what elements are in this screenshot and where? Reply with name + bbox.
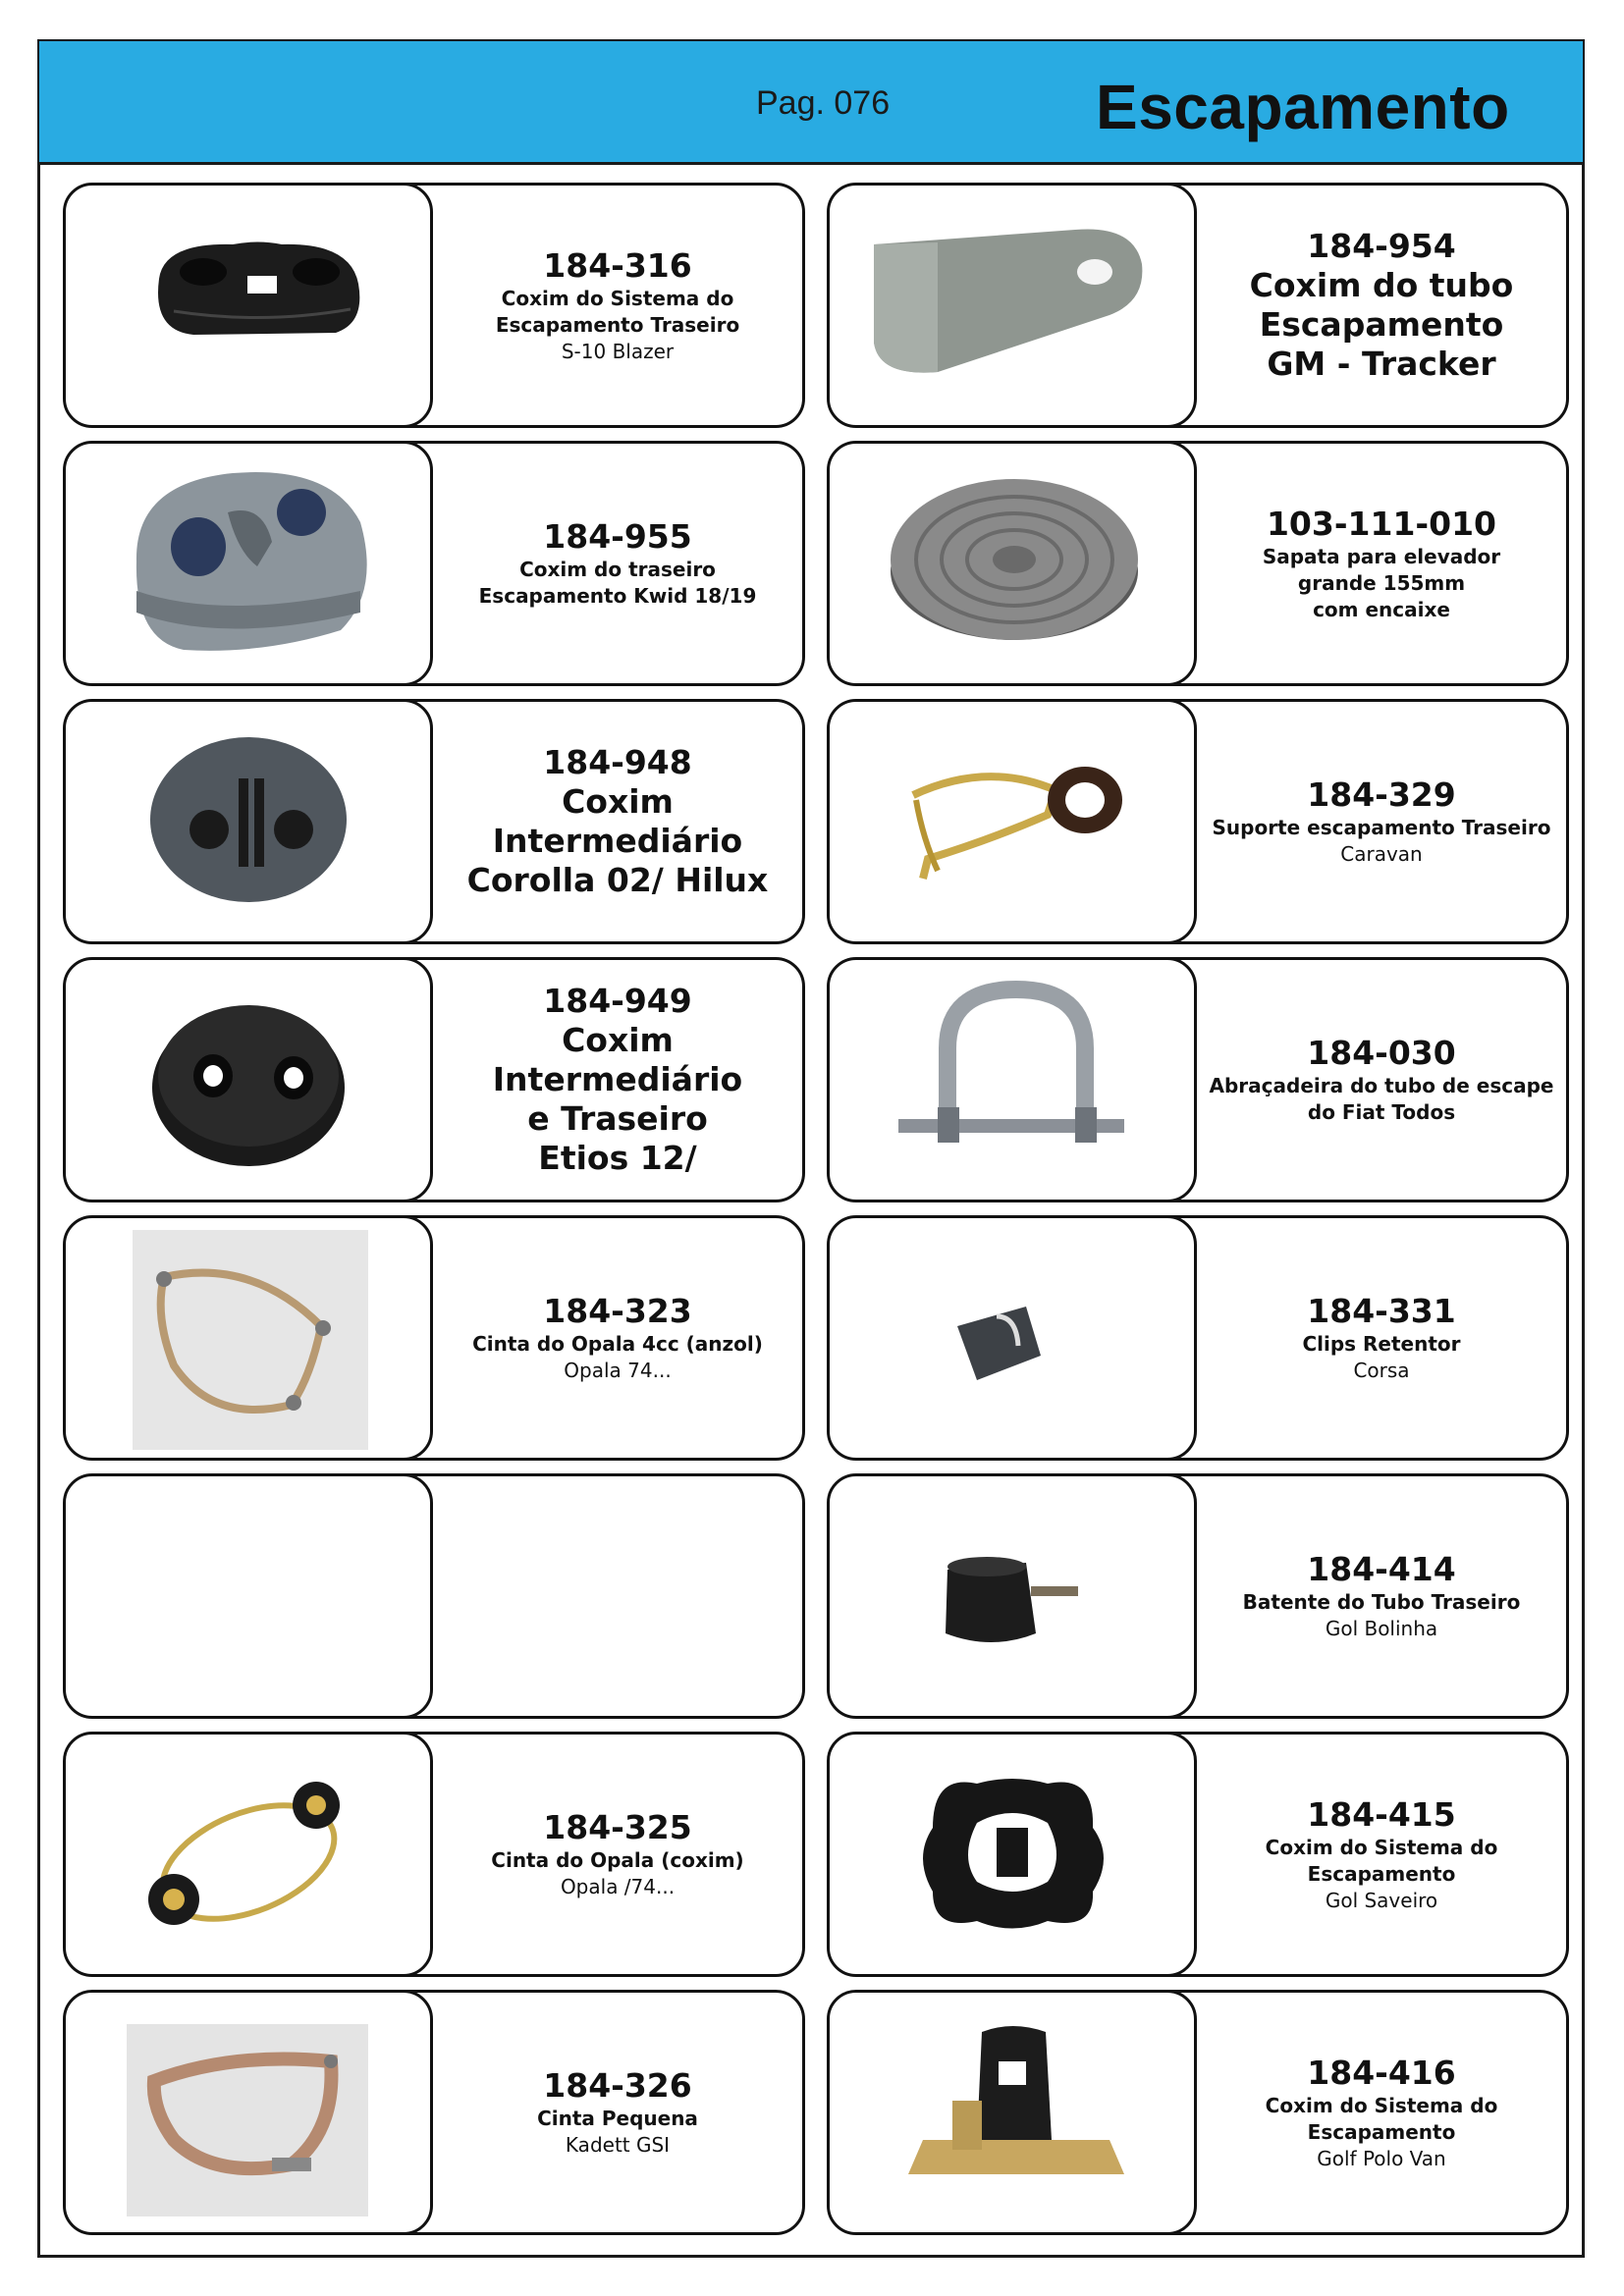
product-image-box (827, 1215, 1197, 1461)
metal-hanger-icon (66, 444, 430, 683)
product-card-184-316 (63, 183, 805, 428)
product-description: Suporte escapamento Traseiro (1212, 816, 1551, 839)
product-description: Escapamento Kwid 18/19 (478, 584, 757, 608)
bumper-stop-icon (830, 1476, 1194, 1716)
product-vehicle: Caravan (1340, 842, 1423, 866)
product-code: 184-030 (1307, 1034, 1456, 1072)
product-card-103-111-010 (827, 441, 1569, 686)
product-code: 184-949 (543, 982, 692, 1020)
product-vehicle: Corsa (1353, 1359, 1410, 1382)
product-description: Escapamento (1307, 2119, 1456, 2144)
product-image-box (63, 1215, 433, 1461)
section-title: Escapamento (1096, 72, 1510, 142)
strap-icon (66, 1735, 430, 1974)
rubber-hanger-icon (66, 960, 430, 1200)
product-description: Coxim do Sistema do (1265, 1835, 1498, 1859)
gray-bracket-icon (830, 186, 1194, 425)
product-description: Escapamento (1307, 1861, 1456, 1886)
product-title: Coxim do tubo (1249, 266, 1514, 304)
product-image-box (827, 1473, 1197, 1719)
product-code: 184-416 (1307, 2053, 1456, 2092)
product-description: Coxim do traseiro (519, 558, 716, 581)
product-title: Escapamento (1259, 305, 1504, 344)
product-code: 184-325 (543, 1808, 692, 1846)
product-image-box (827, 957, 1197, 1202)
product-vehicle: S-10 Blazer (561, 339, 675, 363)
clip-icon (830, 1218, 1194, 1458)
strap-icon (66, 1993, 430, 2232)
product-card-184-416 (827, 1990, 1569, 2235)
product-image-box (827, 441, 1197, 686)
product-description: Cinta do Opala 4cc (anzol) (472, 1332, 763, 1356)
product-card-184-954 (827, 183, 1569, 428)
product-card-184-030 (827, 957, 1569, 1202)
product-title: GM - Tracker (1267, 345, 1496, 383)
product-code: 184-415 (1307, 1794, 1456, 1834)
product-description: Escapamento Traseiro (495, 312, 740, 337)
product-code: 184-331 (1307, 1292, 1456, 1330)
product-image-box (63, 1473, 433, 1719)
bracket-mount-icon (830, 1993, 1194, 2232)
product-code: 184-329 (1307, 775, 1456, 814)
product-vehicle: Opala /74... (560, 1875, 676, 1898)
product-card-184-329 (827, 699, 1569, 944)
product-image-box (63, 1990, 433, 2235)
product-card-184-326 (63, 1990, 805, 2235)
product-image-box (827, 1732, 1197, 1977)
rubber-hanger-icon (830, 1735, 1194, 1974)
empty-product-card (63, 1473, 805, 1719)
lift-pad-icon (830, 444, 1194, 683)
pipe-clamp-icon (830, 960, 1194, 1200)
product-description: do Fiat Todos (1307, 1100, 1456, 1124)
product-card-184-414 (827, 1473, 1569, 1719)
product-card-184-955 (63, 441, 805, 686)
product-description: Sapata para elevador (1262, 544, 1501, 568)
product-code: 103-111-010 (1266, 504, 1497, 543)
product-title: Coxim Intermediário (492, 1021, 743, 1098)
product-code: 184-316 (543, 245, 692, 285)
product-description: Coxim do Sistema do (1265, 2093, 1498, 2117)
product-code: 184-326 (543, 2066, 692, 2105)
rubber-hanger-icon (66, 186, 430, 425)
product-description: Abraçadeira do tubo de escape (1209, 1074, 1554, 1097)
product-title: e Traseiro (527, 1099, 708, 1138)
product-card-184-331 (827, 1215, 1569, 1461)
product-card-184-325 (63, 1732, 805, 1977)
product-vehicle: Gol Saveiro (1325, 1888, 1438, 1912)
product-code: 184-954 (1307, 227, 1456, 265)
spring-clamp-icon (830, 702, 1194, 941)
product-card-184-415 (827, 1732, 1569, 1977)
product-description: Cinta do Opala (coxim) (491, 1848, 744, 1872)
page-number: Pag. 076 (756, 84, 891, 122)
product-image-box (63, 183, 433, 428)
product-card-184-948 (63, 699, 805, 944)
product-description: com encaixe (1313, 597, 1450, 621)
product-description: Cinta Pequena (537, 2107, 698, 2130)
product-vehicle: Gol Bolinha (1325, 1617, 1438, 1640)
product-title: Etios 12/ (538, 1139, 697, 1177)
product-description: grande 155mm (1297, 570, 1466, 595)
rubber-hanger-icon (66, 702, 430, 941)
product-code: 184-955 (543, 517, 692, 556)
product-vehicle: Kadett GSI (565, 2133, 671, 2157)
product-image-box (63, 441, 433, 686)
strap-icon (66, 1218, 430, 1458)
product-card-184-323 (63, 1215, 805, 1461)
product-image-box (827, 699, 1197, 944)
product-vehicle: Opala 74... (564, 1359, 672, 1382)
product-image-box (63, 1732, 433, 1977)
product-description: Clips Retentor (1302, 1332, 1461, 1356)
product-image-box (63, 957, 433, 1202)
product-card-184-949 (63, 957, 805, 1202)
product-description: Batente do Tubo Traseiro (1242, 1590, 1521, 1614)
product-title: Corolla 02/ Hilux (466, 861, 769, 899)
product-image-box (63, 699, 433, 944)
product-image-box (827, 183, 1197, 428)
product-vehicle: Golf Polo Van (1317, 2146, 1446, 2170)
product-title: Coxim Intermediário (492, 782, 743, 860)
product-code: 184-948 (543, 743, 692, 781)
product-description: Coxim do Sistema do (501, 286, 734, 310)
product-image-box (827, 1990, 1197, 2235)
product-code: 184-414 (1307, 1550, 1456, 1588)
product-code: 184-323 (543, 1292, 692, 1330)
